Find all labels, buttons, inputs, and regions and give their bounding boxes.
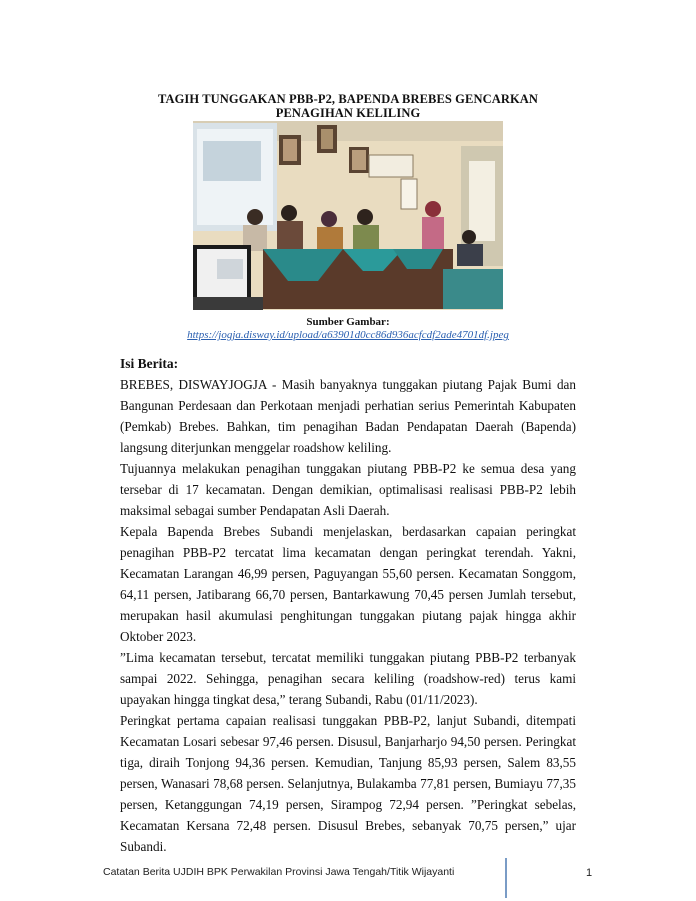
footer-text: Catatan Berita UJDIH BPK Perwakilan Provinsi Jawa Tengah/Titik Wijayanti xyxy=(103,866,455,878)
paragraph: ”Lima kecamatan tersebut, tercatat memiliki tunggakan piutang PBB-P2 terbanyak sampai 2022. Sehingga, penagihan secara keliling (roadshow-red) terus kami upayakan hingga tingkat desa,” terang Subandi, Rabu (01/11/2023). xyxy=(120,650,576,707)
image-source-label: Sumber Gambar: xyxy=(306,316,390,328)
paragraph: Kepala Bapenda Brebes Subandi menjelaskan, berdasarkan capaian peringkat penagihan PBB-P2 tercatat lima kecamatan dengan peringkat terendah. Yakni, Kecamatan Larangan 46,99 persen, Paguyangan 55,60 persen. Kecamatan Songgom, 64,11 persen, Jatibarang 66,70 persen, Bantarkawung 70,45 persen Jumlah tersebut, merupakan hasil akumulasi penghitungan tunggakan piutang pajak hingga akhir Oktober 2023. xyxy=(120,524,576,644)
section-heading: Isi Berita: xyxy=(120,356,179,371)
article-title: TAGIH TUNGGAKAN PBB-P2, BAPENDA BREBES GENCARKAN PENAGIHAN KELILING xyxy=(157,92,539,120)
article-body xyxy=(120,374,576,857)
meeting-photo-illustration xyxy=(193,121,503,310)
image-caption xyxy=(120,316,576,342)
paragraph: Peringkat pertama capaian realisasi tunggakan PBB-P2, lanjut Subandi, ditempati Kecamatan Losari sebesar 97,46 persen. Disusul, Banjarharjo 94,50 persen. Peringkat tiga, diraih Tonjong 94,36 persen. Kemudian, Tanjung 85,93 persen, Salem 83,55 persen, Wanasari 78,68 persen. Selanjutnya, Bulakamba 77,81 persen, Bumiayu 77,35 persen, Ketanggungan 74,19 persen, Sirampog 72,94 persen. ”Peringkat sebelas, Kecamatan Kersana 72,48 persen. Disusul Brebes, sebanyak 70,75 persen,” ujar Subandi. xyxy=(120,713,576,854)
paragraph: Tujuannya melakukan penagihan tunggakan piutang PBB-P2 ke semua desa yang tersebar di 17 kecamatan. Dengan demikian, optimalisasi realisasi PBB-P2 lebih maksimal sebagai sumber Pendapatan Asli Daerah. xyxy=(120,461,576,518)
news-photo xyxy=(193,121,503,310)
image-source-link[interactable]: https://jogja.disway.id/upload/a63901d0cc86d936acfcdf2ade4701df.jpeg xyxy=(187,329,509,341)
page-number: 1 xyxy=(586,867,593,879)
footer-divider xyxy=(505,858,507,898)
paragraph: BREBES, DISWAYJOGJA - Masih banyaknya tunggakan piutang Pajak Bumi dan Bangunan Perdesaan dan Perkotaan menjadi perhatian serius Pemerintah Kabupaten (Pemkab) Brebes. Bahkan, tim penagihan Badan Pendapatan Daerah (Bapenda) langsung diterjunkan menggelar roadshow keliling. xyxy=(120,377,576,455)
